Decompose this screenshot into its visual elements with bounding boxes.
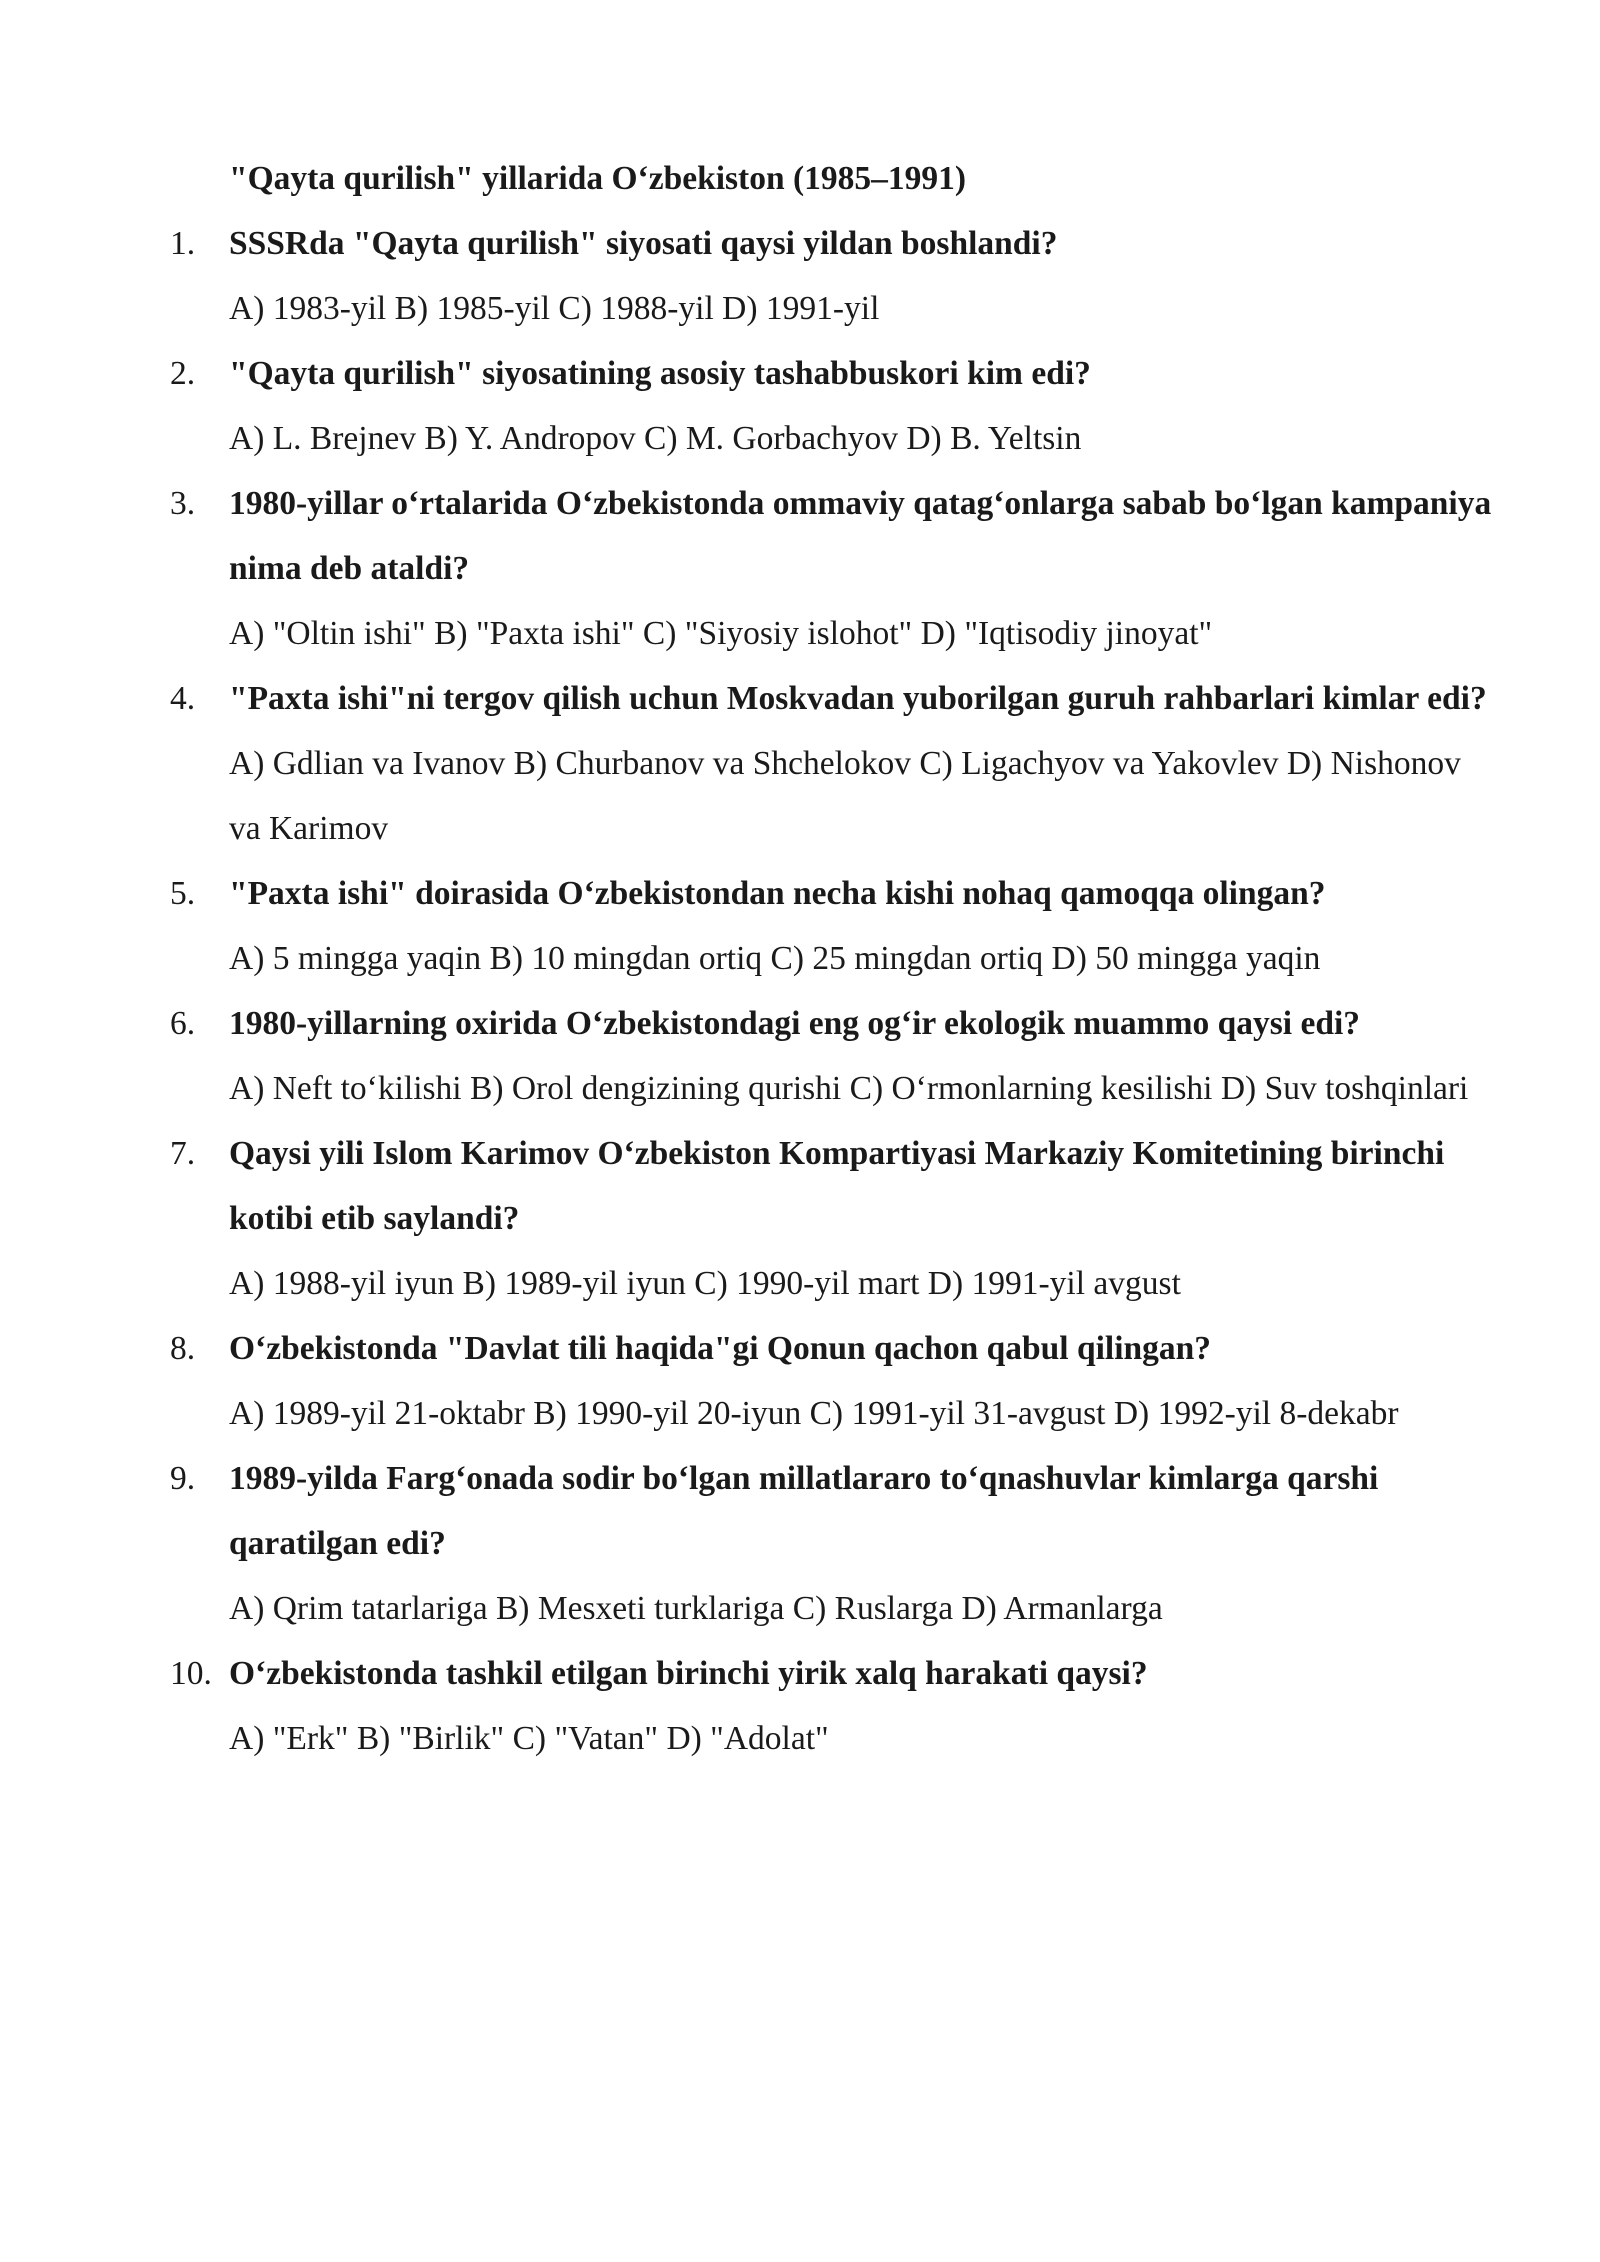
question-text: Qaysi yili Islom Karimov O‘zbekiston Kompartiyasi Markaziy Komitetining birinchi kotibi etib saylandi?	[229, 1135, 1445, 1237]
question-text: O‘zbekistonda "Davlat tili haqida"gi Qonun qachon qabul qilingan?	[229, 1330, 1212, 1367]
answer-options: A) L. Brejnev B) Y. Andropov C) M. Gorbachyov D) B. Yeltsin	[229, 420, 1082, 457]
question-item	[170, 471, 1500, 666]
answer-options: A) Qrim tatarlariga B) Mesxeti turklariga C) Ruslarga D) Armanlarga	[229, 1590, 1163, 1627]
question-text: 1980-yillarning oxirida O‘zbekistondagi eng og‘ir ekologik muammo qaysi edi?	[229, 1005, 1361, 1042]
question-text: "Qayta qurilish" siyosatining asosiy tashabbuskori kim edi?	[229, 355, 1091, 392]
question-number: 7.	[170, 1135, 196, 1172]
question-item	[170, 1316, 1500, 1446]
question-item	[170, 211, 1500, 341]
question-number: 4.	[170, 680, 196, 717]
question-list	[170, 211, 1500, 1771]
answer-options: A) Gdlian va Ivanov B) Churbanov va Shchelokov C) Ligachyov va Yakovlev D) Nishonov va Karimov	[229, 745, 1461, 847]
question-item	[170, 1121, 1500, 1316]
question-number: 9.	[170, 1460, 196, 1497]
question-item	[170, 1641, 1500, 1771]
answer-options: A) "Oltin ishi" B) "Paxta ishi" C) "Siyosiy islohot" D) "Iqtisodiy jinoyat"	[229, 615, 1213, 652]
document-content	[170, 146, 1500, 1771]
answer-options: A) Neft to‘kilishi B) Orol dengizining qurishi C) O‘rmonlarning kesilishi D) Suv toshqinlari	[229, 1070, 1469, 1107]
question-text: "Paxta ishi"ni tergov qilish uchun Moskvadan yuborilgan guruh rahbarlari kimlar edi?	[229, 680, 1487, 717]
question-number: 3.	[170, 485, 196, 522]
answer-options: A) 5 mingga yaqin B) 10 mingdan ortiq C) 25 mingdan ortiq D) 50 mingga yaqin	[229, 940, 1321, 977]
question-text: 1989-yilda Farg‘onada sodir bo‘lgan millatlararo to‘qnashuvlar kimlarga qarshi qaratilgan edi?	[229, 1460, 1379, 1562]
question-item	[170, 991, 1500, 1121]
question-number: 10.	[170, 1655, 212, 1692]
answer-options: A) "Erk" B) "Birlik" C) "Vatan" D) "Adolat"	[229, 1720, 829, 1757]
question-number: 2.	[170, 355, 196, 392]
question-item	[170, 666, 1500, 861]
question-number: 5.	[170, 875, 196, 912]
question-item	[170, 861, 1500, 991]
question-item	[170, 341, 1500, 471]
question-number: 6.	[170, 1005, 196, 1042]
document-title: "Qayta qurilish" yillarida O‘zbekiston (1985–1991)	[229, 160, 967, 197]
question-text: 1980-yillar o‘rtalarida O‘zbekistonda ommaviy qatag‘onlarga sabab bo‘lgan kampaniya nima deb ataldi?	[229, 485, 1492, 587]
answer-options: A) 1983-yil B) 1985-yil C) 1988-yil D) 1991-yil	[229, 290, 880, 327]
answer-options: A) 1989-yil 21-oktabr B) 1990-yil 20-iyun C) 1991-yil 31-avgust D) 1992-yil 8-dekabr	[229, 1395, 1399, 1432]
question-number: 8.	[170, 1330, 196, 1367]
question-number: 1.	[170, 225, 196, 262]
question-text: SSSRda "Qayta qurilish" siyosati qaysi yildan boshlandi?	[229, 225, 1058, 262]
question-text: O‘zbekistonda tashkil etilgan birinchi yirik xalq harakati qaysi?	[229, 1655, 1148, 1692]
question-item	[170, 1446, 1500, 1641]
question-text: "Paxta ishi" doirasida O‘zbekistondan necha kishi nohaq qamoqqa olingan?	[229, 875, 1326, 912]
answer-options: A) 1988-yil iyun B) 1989-yil iyun C) 1990-yil mart D) 1991-yil avgust	[229, 1265, 1181, 1302]
